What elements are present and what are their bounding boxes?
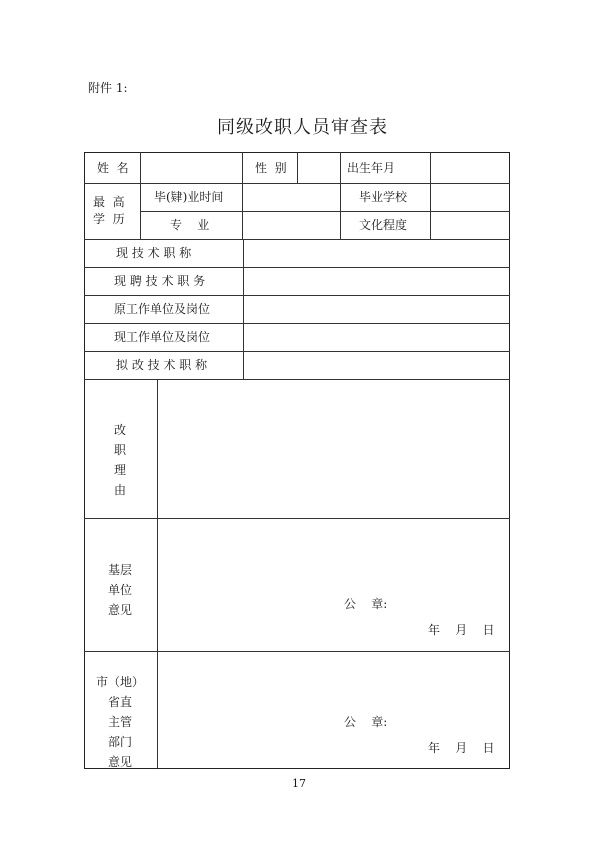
name-label: 姓 名 — [97, 161, 129, 175]
proposed-title-label: 拟 改 技 术 职 称 — [116, 358, 208, 372]
education-level-label: 文化程度 — [359, 218, 408, 232]
page-title: 同级改职人员审查表 — [217, 117, 388, 138]
major-label: 专 业 — [170, 218, 210, 232]
original-unit-label: 原工作单位及岗位 — [114, 302, 211, 316]
highest-education-label-line2: 学 历 — [93, 212, 125, 226]
current-title-value-field[interactable] — [244, 240, 509, 267]
major-value-field[interactable] — [243, 212, 339, 239]
school-label: 毕业学校 — [359, 190, 408, 204]
current-post-value-field[interactable] — [244, 268, 509, 295]
highest-education-label-line1: 最 高 — [93, 195, 125, 209]
gender-value-field[interactable] — [298, 153, 339, 183]
grassroots-date-label: 年 月 日 — [428, 623, 495, 637]
birth-date-value-field[interactable] — [431, 153, 509, 183]
school-value-field[interactable] — [431, 184, 509, 239]
city-date-label: 年 月 日 — [428, 741, 495, 755]
gender-label: 性 别 — [255, 161, 287, 175]
birth-date-label: 出生年月 — [347, 161, 396, 175]
graduation-time-value-field[interactable] — [243, 184, 339, 211]
current-title-label: 现 技 术 职 称 — [116, 246, 192, 260]
attachment-label: 附件 1: — [88, 81, 128, 95]
grassroots-stamp-label: 公 章: — [344, 597, 388, 611]
original-unit-value-field[interactable] — [244, 296, 509, 323]
current-post-label: 现 聘 技 术 职 务 — [114, 274, 206, 288]
current-unit-value-field[interactable] — [244, 324, 509, 351]
city-department-opinion-label: 市（地） 省直 主管 部门 意见 — [95, 675, 144, 769]
reason-value-field[interactable] — [158, 380, 509, 518]
proposed-title-value-field[interactable] — [244, 352, 509, 379]
grassroots-opinion-label: 基层 单位 意见 — [107, 563, 132, 617]
graduation-time-label: 毕(肄)业时间 — [154, 190, 224, 204]
page-number: 17 — [292, 777, 306, 790]
reason-label: 改 职 理 由 — [113, 423, 126, 497]
name-value-field[interactable] — [141, 153, 241, 183]
city-stamp-label: 公 章: — [344, 715, 388, 729]
current-unit-label: 现工作单位及岗位 — [114, 330, 211, 344]
